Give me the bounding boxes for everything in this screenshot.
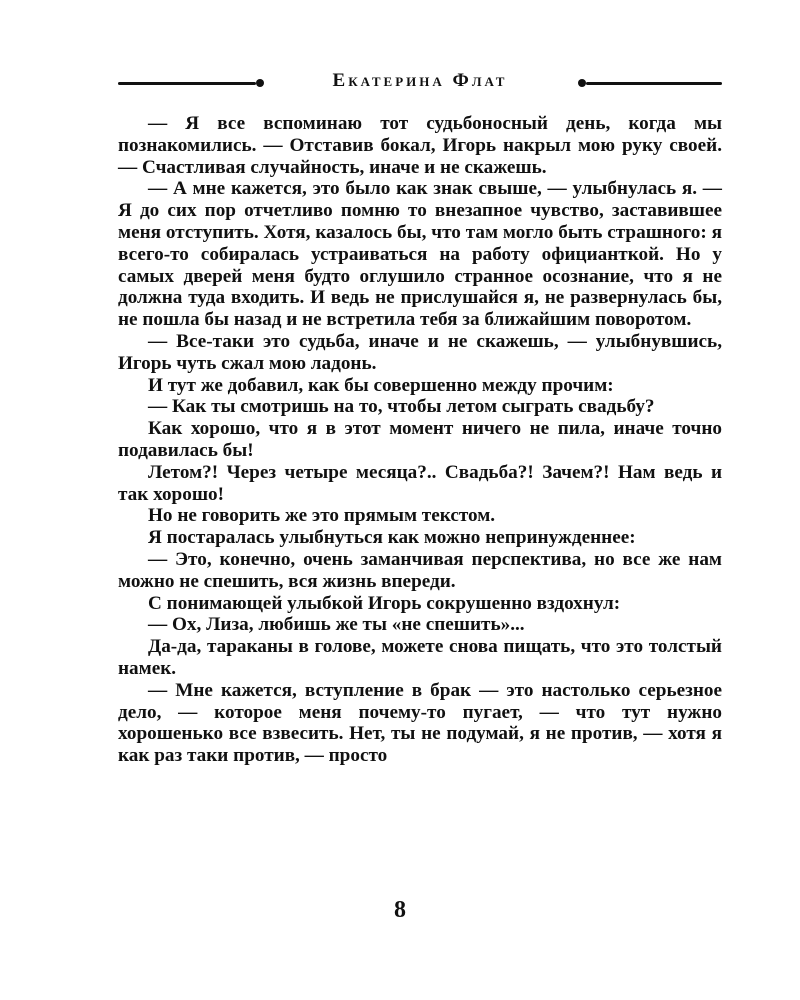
- paragraph: — Все-таки это судьба, иначе и не скажешь, — улыбнувшись, Игорь чуть сжал мою ладонь.: [118, 330, 722, 374]
- paragraph: С понимающей улыбкой Игорь сокрушенно вздохнул:: [148, 592, 621, 614]
- paragraph: — Ох, Лиза, любишь же ты «не спешить»...: [148, 614, 525, 636]
- paragraph: — Это, конечно, очень заманчивая перспектива, но все же нам можно не спешить, вся жизнь впереди.: [118, 548, 722, 592]
- paragraph: Но не говорить же это прямым текстом.: [148, 505, 496, 527]
- paragraph: — А мне кажется, это было как знак свыше, — улыбнулась я. — Я до сих пор отчетливо помню то внезапное чувство, заставившее меня отступить. Хотя, казалось бы, что там могло быть страшного: я всего-то собиралась устраиваться на работу официанткой. Но у самых дверей меня будто оглушило странное осознание, что я не должна туда входить. И ведь не прислушайся я, не развернулась бы, не пошла бы назад и не встретила тебя за ближайшим поворотом.: [118, 178, 722, 331]
- paragraph: Летом?! Через четыре месяца?.. Свадьба?! Зачем?! Нам ведь и так хорошо!: [118, 461, 722, 505]
- header-rule-right: [586, 82, 722, 85]
- header-dot-right: [578, 79, 586, 87]
- paragraph: — Мне кажется, вступление в брак — это настолько серьезное дело, — которое меня почему-то пугает, — что тут нужно хорошенько все взвесить. Нет, ты не подумай, я не против, — хотя я как раз таки против, — просто: [118, 679, 722, 767]
- paragraph: Я постаралась улыбнуться как можно непринужденнее:: [148, 527, 636, 549]
- paragraph: — Как ты смотришь на то, чтобы летом сыграть свадьбу?: [148, 396, 655, 418]
- paragraph: Да-да, тараканы в голове, можете снова пищать, что это толстый намек.: [118, 636, 722, 679]
- paragraph: — Я все вспоминаю тот судьбоносный день, когда мы познакомились. — Отставив бокал, Игорь накрыл мою руку своей. — Счастливая случайность, иначе и не скажешь.: [118, 113, 722, 178]
- running-title: Екатерина Флат: [332, 70, 508, 91]
- running-header: [118, 68, 722, 96]
- page-number: 8: [394, 897, 406, 923]
- paragraph: Как хорошо, что я в этот момент ничего не пила, иначе точно подавилась бы!: [118, 418, 722, 461]
- paragraph: И тут же добавил, как бы совершенно между прочим:: [148, 374, 614, 396]
- body-text: [118, 113, 722, 767]
